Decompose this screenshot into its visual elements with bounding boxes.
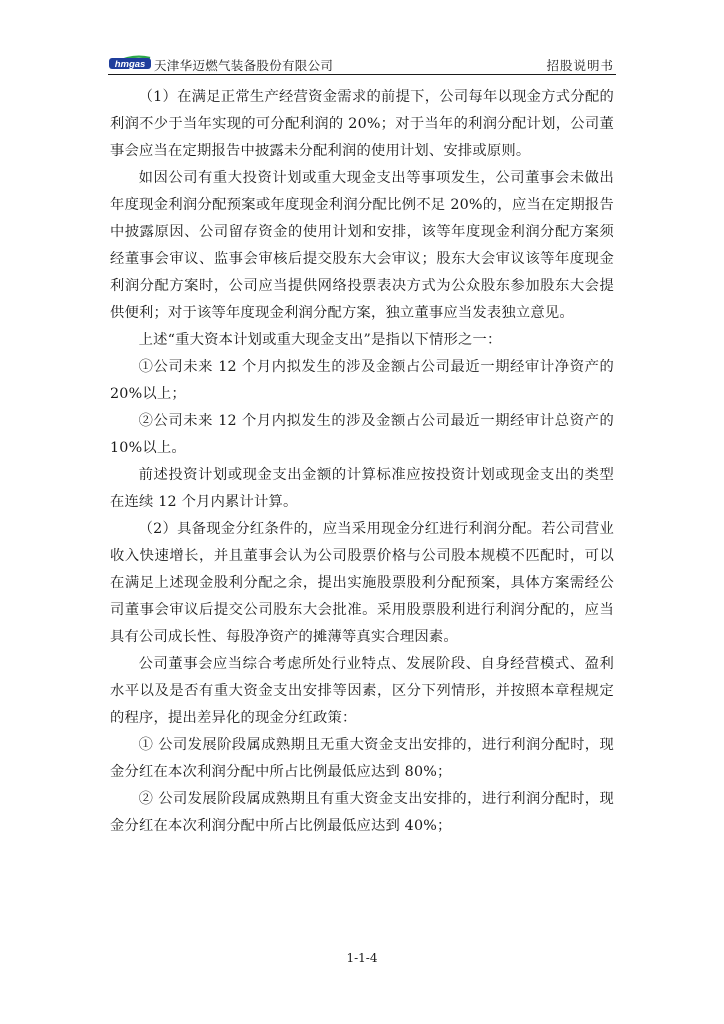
paragraph-condition-net-assets: ①公司未来 12 个月内拟发生的涉及金额占公司最近一期经审计净资产的 20%以上；	[110, 359, 614, 402]
document-type: 招股说明书	[546, 58, 614, 73]
paragraph-major-expenditure-definition: 上述“重大资本计划或重大现金支出”是指以下情形之一：	[138, 332, 502, 348]
document-body	[110, 84, 614, 840]
page-header	[108, 50, 616, 76]
paragraph-mature-with-expenditure: ② 公司发展阶段属成熟期且有重大资金支出安排的，进行利润分配时，现金分红在本次利润分配中所占比例最低应达到 40%；	[110, 791, 614, 834]
paragraph-mature-no-expenditure: ① 公司发展阶段属成熟期且无重大资金支出安排的，进行利润分配时，现金分红在本次利润分配中所占比例最低应达到 80%；	[110, 737, 614, 780]
paragraph-calculation-standard: 前述投资计划或现金支出金额的计算标准应按投资计划或现金支出的类型在连续 12 个月内累计计算。	[110, 467, 614, 510]
paragraph-stock-dividend: （2）具备现金分红条件的，应当采用现金分红进行利润分配。若公司营业收入快速增长，并且董事会认为公司股票价格与公司股本规模不匹配时，可以在满足上述现金股利分配之余，提出实施股票股利分配预案，具体方案需经公司董事会审议后提交公司股东大会批准。采用股票股利进行利润分配的，应当具有公司成长性、每股净资产的摊薄等真实合理因素。	[110, 521, 614, 645]
company-logo-icon	[108, 52, 152, 72]
logo-text: hmgas	[114, 59, 146, 70]
paragraph-cash-dividend-minimum: （1）在满足正常生产经营资金需求的前提下，公司每年以现金方式分配的利润不少于当年实现的可分配利润的 20%；对于当年的利润分配计划，公司董事会应当在定期报告中披露未分配利润的使用计划、安排或原则。	[110, 89, 614, 159]
paragraph-no-dividend-disclosure: 如因公司有重大投资计划或重大现金支出等事项发生，公司董事会未做出年度现金利润分配预案或年度现金利润分配比例不足 20%的，应当在定期报告中披露原因、公司留存资金的使用计划和安排，该等年度现金利润分配方案须经董事会审议、监事会审核后提交股东大会审议；股东大会审议该等年度现金利润分配方案时，公司应当提供网络投票表决方式为公众股东参加股东大会提供便利；对于该等年度现金利润分配方案，独立董事应当发表独立意见。	[110, 170, 614, 321]
paragraph-condition-total-assets: ②公司未来 12 个月内拟发生的涉及金额占公司最近一期经审计总资产的 10%以上。	[110, 413, 614, 456]
page-number: 1-1-4	[346, 951, 378, 965]
company-name: 天津华迈燃气装备股份有限公司	[154, 58, 334, 73]
paragraph-differentiated-policy: 公司董事会应当综合考虑所处行业特点、发展阶段、自身经营模式、盈利水平以及是否有重大资金支出安排等因素，区分下列情形，并按照本章程规定的程序，提出差异化的现金分红政策：	[110, 656, 614, 726]
header-divider	[108, 74, 616, 75]
